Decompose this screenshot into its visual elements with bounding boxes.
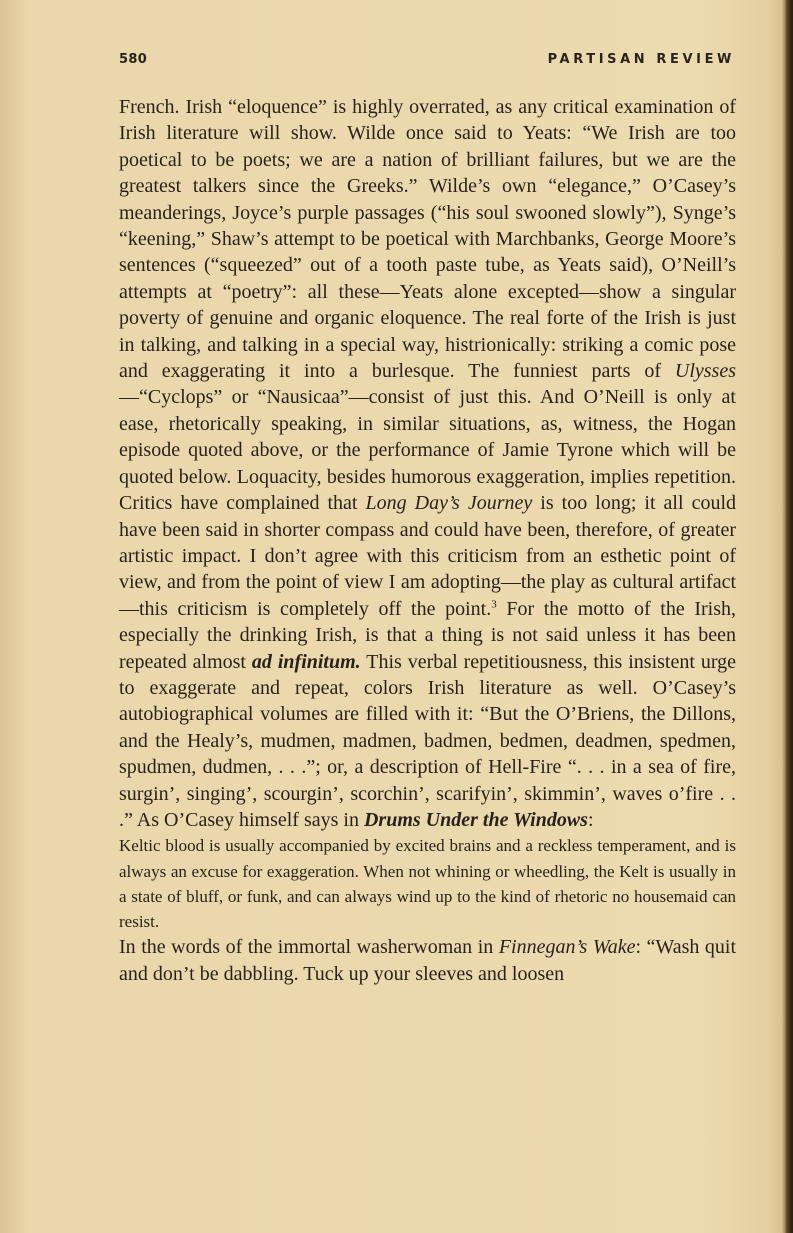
text-run: is too long; it all could have been said in shorter compass and could have been, therefore, of greater artistic impact. I don’t agree with this criticism from an esthetic point of view, and from the point of view I am adopting—the play as cultural artifact—this criticism is completely off the point. [119,492,737,620]
text-run: French. Irish “eloquence” is highly overrated, as any critical examination of Irish literature will show. Wilde once said to Yeats: “We Irish are too poetical to be poets; we are a nation of brilliant failures, but we are the greatest talkers since the Greeks.” Wilde’s own “elegance,” O’Casey’s meanderings, Joyce’s purple passages (“his soul swooned slowly”), Synge’s “keening,” Shaw’s attempt to be poetical with Marchbanks, George Moore’s sentences (“squeezed” out of a tooth paste tube, as Yeats said), O’Neill’s attempts at “poetry”: all these—Yeats alone excepted—show a singular poverty of genuine and organic eloquence. The real forte of the Irish is just in talking, and talking in a special way, histrionically: striking a comic pose and exaggerating it into a burlesque. The funniest parts of [119,96,736,383]
text-run: This verbal repetitiousness, this insistent urge to exaggerate and repeat, colors Irish literature as well. O’Casey’s autobiographical volumes are filled with it: “But the O’Briens, the Dillons, and the Healy’s, mudmen, madmen, badmen, bedmen, deadmen, spedmen, spudmen, dudmen, . . .”; or, a description of Hell-Fire “. . . in a sea of fire, surgin’, singing’, scourgin’, scorchin’, scarifyin’, skimmin’, waves o’fire . . .” As O’Casey himself says in [119,650,737,831]
body-text [119,94,736,987]
text-run: In the words of the immortal washerwoman in [119,936,499,959]
title-drums-under-the-windows: Drums Under the Windows [363,808,588,831]
title-finnegans-wake: Finnegan’s Wake [498,936,636,959]
paragraph-2 [119,934,736,987]
text-run: : “Wash quit and don’t be dabbling. Tuck up your sleeves and loosen [119,936,737,985]
paragraph-1 [119,94,736,833]
journal-title: PARTISAN REVIEW [547,52,735,67]
title-long-days-journey: Long Day’s Journey [365,492,533,515]
text-run: —“Cyclops” or “Nausicaa”—consist of just this. And O’Neill is only at ease, rhetorically speaking, in similar situations, as, witness, the Hogan episode quoted above, or the performance of Jamie Tyrone which will be quoted below. Loquacity, besides humorous exaggeration, implies repetition. Critics have complained that [119,386,736,515]
page-number: 580 [119,52,148,67]
block-quote: Keltic blood is usually accompanied by excited brains and a reckless temperament, and is always an excuse for exaggeration. When not whining or wheedling, the Kelt is usually in a state of bluff, or funk, and can always wind up to the kind of rhetoric no housemaid can resist. [119,836,736,931]
page-gutter-shadow [786,0,793,1233]
phrase-ad-infinitum: ad infinitum. [251,650,361,673]
title-ulysses: Ulysses [674,360,736,383]
text-run: : [587,808,594,831]
footnote-reference: 3 [491,598,497,611]
text-run: For the motto of the Irish, especially the drinking Irish, is that a thing is not said unless it has been repeated almost [119,597,736,673]
running-head [119,52,735,72]
